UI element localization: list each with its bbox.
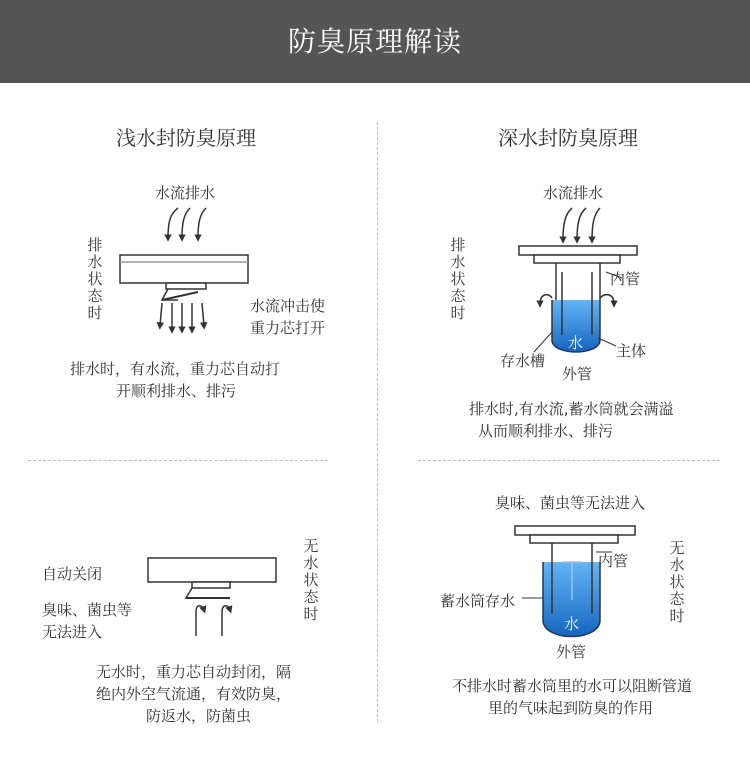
- shallow-impact-label-1: 水流冲击使: [250, 297, 326, 315]
- deep-inner-pipe-label: 内管: [610, 270, 641, 288]
- deep-idle-desc-2: 里的气味起到防臭的作用: [488, 699, 654, 717]
- shallow-idle-diagram: [148, 558, 276, 636]
- page-title: 防臭原理解读: [287, 25, 462, 58]
- shallow-drain-state-label: 排水状态时: [87, 236, 103, 322]
- deep-drain-desc-1: 排水时,有水流,蓄水筒就会满溢: [469, 400, 674, 418]
- deep-blocked-label: 臭味、菌虫等无法进入: [495, 494, 646, 512]
- shallow-flow-label: 水流排水: [155, 184, 216, 202]
- shallow-idle-desc-1: 无水时，重力芯自动封闭，隔: [96, 663, 292, 681]
- deep-drain-desc-2: 从而顺利排水、排污: [478, 422, 614, 440]
- deep-idle-desc-1: 不排水时蓄水筒里的水可以阻断管道: [452, 677, 693, 695]
- shallow-drain-desc-1: 排水时，有水流，重力芯自动打: [70, 360, 281, 378]
- deep-store-label: 蓄水筒存水: [440, 592, 516, 610]
- deep-idle-state-label: 无水状态时: [669, 539, 685, 625]
- shallow-blocked-label-1: 臭味、菌虫等: [42, 601, 133, 619]
- shallow-idle-desc-2: 绝内外空气流通，有效防臭，: [96, 685, 292, 703]
- deep-idle-outer-pipe-label: 外管: [556, 643, 587, 661]
- deep-idle-inner-pipe-label: 内管: [598, 552, 629, 570]
- shallow-drain-desc-2: 开顺利排水、排污: [116, 382, 237, 400]
- deep-seal-title: 深水封防臭原理: [498, 126, 638, 150]
- deep-outer-pipe-label: 外管: [562, 365, 593, 383]
- deep-drain-state-label: 排水状态时: [450, 236, 466, 322]
- auto-close-label: 自动关闭: [42, 565, 103, 583]
- deep-idle-water-label: 水: [564, 615, 580, 633]
- shallow-drain-diagram: [120, 208, 248, 330]
- shallow-impact-label-2: 重力芯打开: [250, 319, 326, 337]
- deep-water-label: 水: [568, 334, 584, 352]
- shallow-seal-title: 浅水封防臭原理: [116, 126, 256, 150]
- shallow-blocked-label-2: 无法进入: [42, 623, 103, 641]
- deep-flow-label: 水流排水: [543, 184, 604, 202]
- shallow-idle-state-label: 无水状态时: [303, 537, 319, 623]
- shallow-idle-desc-3: 防返水，防菌虫: [146, 707, 252, 725]
- deep-body-label: 主体: [616, 342, 647, 360]
- deep-tank-label: 存水槽: [500, 352, 546, 370]
